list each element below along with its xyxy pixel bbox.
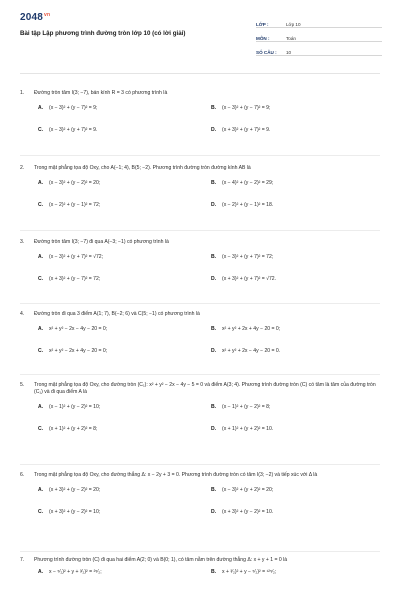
option-label: B. — [211, 568, 217, 575]
option-text: x − ⁵⁄₂)² + y + ³⁄₂)² = ²⁵⁄₂; — [49, 568, 102, 575]
option-label: C. — [38, 275, 44, 282]
option-b[interactable] — [211, 569, 276, 576]
option-b[interactable] — [211, 180, 273, 187]
meta-value: Toán — [286, 36, 296, 41]
option-a[interactable] — [38, 105, 97, 112]
option-label: A. — [38, 104, 44, 111]
option-a[interactable] — [38, 326, 107, 333]
option-a[interactable] — [38, 254, 103, 261]
option-a[interactable] — [38, 487, 100, 494]
meta-panel — [256, 16, 382, 58]
options — [20, 404, 380, 437]
option-b[interactable] — [211, 105, 270, 112]
logo-text: 2048 — [20, 12, 44, 23]
option-text: (x + 3)² + (y − 2)² = 10. — [222, 508, 274, 515]
question-number: 4. — [20, 311, 25, 317]
options — [20, 569, 380, 581]
question-6 — [20, 472, 380, 520]
option-a[interactable] — [38, 569, 102, 576]
option-text: (x + 3)² + (y + 7)² = √72. — [222, 275, 277, 282]
question-stem: Đường tròn đi qua 3 điểm A(1; 7), B(−2; 6) và C(5; −1) có phương trình là — [34, 311, 200, 317]
options — [20, 105, 380, 138]
question-1 — [20, 90, 380, 138]
options — [20, 487, 380, 520]
option-c[interactable] — [38, 348, 107, 355]
question-number: 3. — [20, 239, 25, 245]
options — [20, 326, 380, 359]
document-header — [0, 0, 400, 62]
option-d[interactable] — [211, 509, 273, 516]
option-text: (x − 3)² + (y + 2)² = 20; — [222, 486, 274, 493]
option-label: A. — [38, 568, 44, 575]
question-4 — [20, 311, 380, 359]
question-divider — [20, 303, 380, 304]
question-divider — [20, 230, 380, 231]
option-text: x² + y² − 2x − 4y − 20 = 0; — [49, 325, 108, 332]
option-label: A. — [38, 486, 44, 493]
option-b[interactable] — [211, 326, 280, 333]
header-divider — [20, 73, 380, 74]
option-label: D. — [211, 347, 217, 354]
option-c[interactable] — [38, 509, 100, 516]
option-b[interactable] — [211, 254, 273, 261]
option-label: D. — [211, 508, 217, 515]
question-divider — [20, 155, 380, 156]
question-stem: Trong mặt phẳng tọa độ Oxy, cho đường tròn (C₁): x² + y² − 2x − 4y − 5 = 0 và điểm A(3; 4). Phương trình đường tròn (C) có tâm là tâm của đường tròn (C₁) và đi qua điểm A là — [34, 382, 376, 395]
option-b[interactable] — [211, 487, 273, 494]
question-number: 2. — [20, 165, 25, 171]
question-divider — [20, 464, 380, 465]
question-stem: Trong mặt phẳng tọa độ Oxy, cho A(−1; 4), B(5; −2). Phương trình đường tròn đường kính AB là — [34, 165, 251, 171]
option-text: (x + 1)² + (y + 2)² = 8; — [49, 425, 98, 432]
options — [20, 254, 380, 287]
option-text: (x − 4)² + (y − 2)² = 29; — [222, 179, 274, 186]
meta-value: Lớp 10 — [286, 22, 301, 27]
question-stem: Trong mặt phẳng tọa độ Oxy, cho đường thẳng Δ: x − 2y + 3 = 0. Phương trình đường tròn có tâm I(3; −2) và tiếp xúc với Δ là — [34, 472, 318, 478]
option-label: A. — [38, 403, 44, 410]
meta-key: LỚP : — [256, 22, 269, 27]
question-number: 7. — [20, 557, 25, 563]
question-number: 1. — [20, 90, 25, 96]
option-label: B. — [211, 104, 217, 111]
option-text: (x − 1)² + (y − 2)² = 8; — [222, 403, 271, 410]
site-logo[interactable] — [20, 12, 50, 23]
option-label: B. — [211, 486, 217, 493]
question-stem: Đường tròn tâm I(3; −7) đi qua A(−3; −1) có phương trình là — [34, 239, 169, 245]
option-a[interactable] — [38, 404, 100, 411]
option-text: x + ³⁄₂)² + y − ⁵⁄₂)² = ¹²⁵⁄₂; — [222, 568, 277, 575]
options — [20, 180, 380, 213]
option-c[interactable] — [38, 202, 100, 209]
option-label: C. — [38, 508, 44, 515]
meta-key: SỐ CÂU : — [256, 50, 277, 55]
question-number: 5. — [20, 382, 25, 388]
option-text: x² + y² + 2x + 4y − 20 = 0; — [222, 325, 281, 332]
option-label: D. — [211, 275, 217, 282]
option-text: (x + 3)² + (y − 2)² = 10; — [49, 508, 101, 515]
question-stem: Phương trình đường tròn (C) đi qua hai điểm A(2; 0) và B(0; 1), có tâm nằm trên đường thẳng Δ: x + y + 1 = 0 là — [34, 557, 288, 563]
option-label: C. — [38, 347, 44, 354]
meta-row-class — [256, 16, 382, 28]
question-7 — [20, 557, 380, 581]
meta-row-count — [256, 44, 382, 56]
option-text: (x − 3)² + (y − 7)² = 9; — [222, 104, 271, 111]
option-d[interactable] — [211, 348, 280, 355]
question-divider — [20, 374, 380, 375]
option-label: A. — [38, 179, 44, 186]
question-5 — [20, 382, 380, 437]
option-label: C. — [38, 425, 44, 432]
option-c[interactable] — [38, 127, 97, 134]
option-text: (x − 3)² + (y + 7)² = 72; — [222, 253, 274, 260]
meta-value: 10 — [286, 50, 292, 55]
option-text: (x − 3)² + (y + 7)² = √72; — [49, 253, 104, 260]
option-label: C. — [38, 201, 44, 208]
option-text: (x − 2)² + (y − 1)² = 72; — [49, 201, 101, 208]
option-a[interactable] — [38, 180, 100, 187]
option-text: (x + 3)² + (y − 7)² = 72; — [49, 275, 101, 282]
option-label: D. — [211, 425, 217, 432]
option-text: x² + y² + 2x − 4y − 20 = 0. — [222, 347, 281, 354]
option-label: B. — [211, 253, 217, 260]
option-text: (x − 3)² + (y − 2)² = 20; — [49, 179, 101, 186]
option-label: C. — [38, 126, 44, 133]
option-d[interactable] — [211, 426, 273, 433]
option-text: (x − 3)² + (y + 7)² = 9. — [49, 126, 98, 133]
option-text: (x + 3)² + (y − 2)² = 20; — [49, 486, 101, 493]
question-stem: Đường tròn tâm I(3; −7), bán kính R = 3 có phương trình là — [34, 90, 168, 96]
option-text: (x − 2)² + (y − 1)² = 18. — [222, 201, 274, 208]
option-c[interactable] — [38, 276, 100, 283]
option-label: A. — [38, 253, 44, 260]
option-text: x² + y² − 2x + 4y − 20 = 0; — [49, 347, 108, 354]
option-label: D. — [211, 126, 217, 133]
option-d[interactable] — [211, 202, 273, 209]
meta-row-subject — [256, 30, 382, 42]
question-divider — [20, 551, 380, 552]
option-text: (x + 1)² + (y + 2)² = 10. — [222, 425, 274, 432]
question-number: 6. — [20, 472, 25, 478]
option-label: B. — [211, 325, 217, 332]
meta-key: MÔN : — [256, 36, 270, 41]
document-title: Bài tập Lập phương trình đường tròn lớp 10 (có lời giải) — [20, 30, 186, 37]
option-text: (x − 3)² + (y − 7)² = 9; — [49, 104, 98, 111]
question-3 — [20, 239, 380, 287]
option-text: (x − 1)² + (y − 2)² = 10; — [49, 403, 101, 410]
option-d[interactable] — [211, 276, 276, 283]
option-label: D. — [211, 201, 217, 208]
option-b[interactable] — [211, 404, 270, 411]
question-2 — [20, 165, 380, 213]
option-label: B. — [211, 179, 217, 186]
logo-suffix: vn — [44, 12, 51, 18]
option-label: B. — [211, 403, 217, 410]
option-label: A. — [38, 325, 44, 332]
option-d[interactable] — [211, 127, 270, 134]
option-c[interactable] — [38, 426, 97, 433]
option-text: (x + 3)² + (y + 7)² = 9. — [222, 126, 271, 133]
